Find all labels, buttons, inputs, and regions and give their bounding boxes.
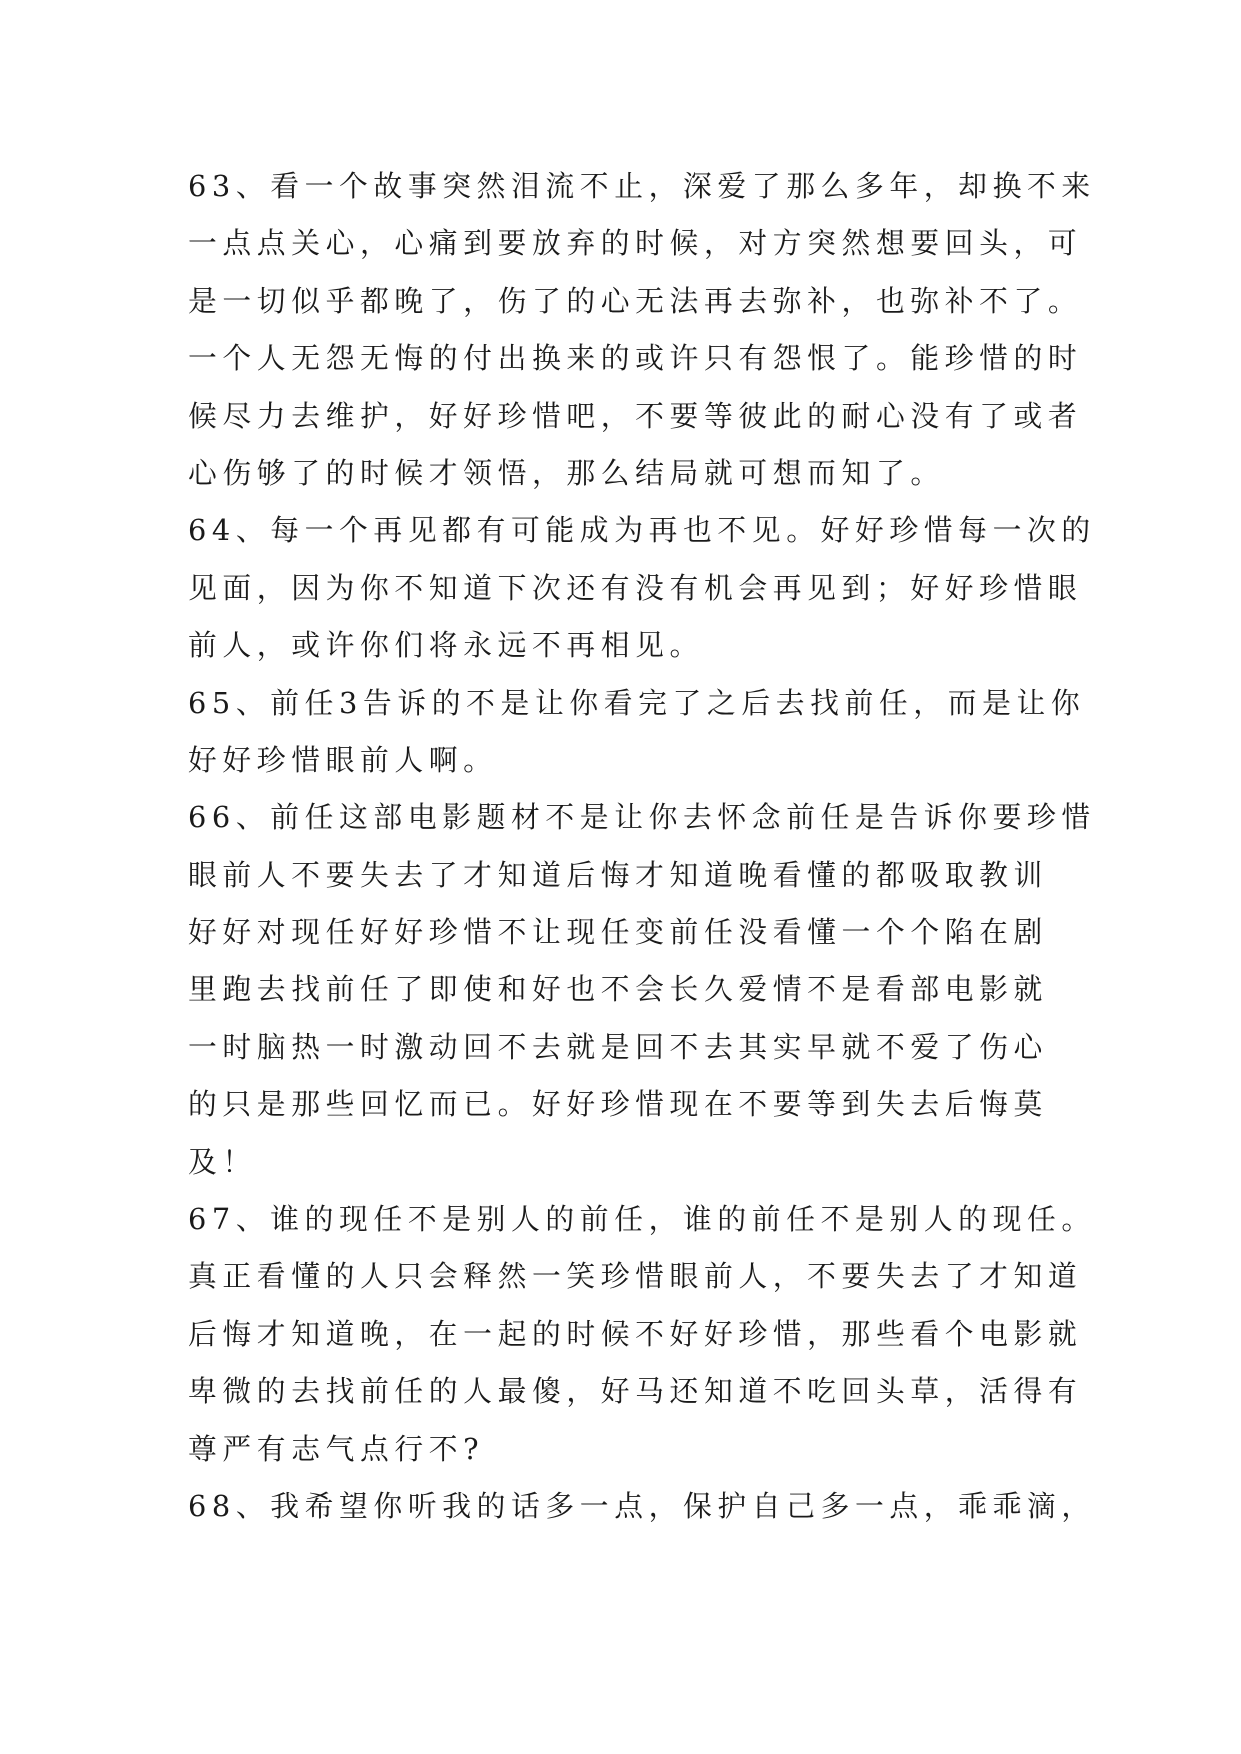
text-line: 见面，因为你不知道下次还有没有机会再见到；好好珍惜眼 xyxy=(188,570,1083,605)
text-line: 65、前任3告诉的不是让你看完了之后去找前任，而是让你 xyxy=(188,685,1086,720)
document-body xyxy=(188,158,1096,1535)
text-line: 候尽力去维护，好好珍惜吧，不要等彼此的耐心没有了或者 xyxy=(188,398,1083,433)
text-line: 64、每一个再见都有可能成为再也不见。好好珍惜每一次的 xyxy=(188,513,1096,548)
text-line: 眼前人不要失去了才知道后悔才知道晚看懂的都吸取教训 xyxy=(188,857,1048,892)
text-line: 好好珍惜眼前人啊。 xyxy=(188,742,498,777)
text-line: 心伤够了的时候才领悟，那么结局就可想而知了。 xyxy=(188,455,945,490)
text-line: 后悔才知道晚，在一起的时候不好好珍惜，那些看个电影就 xyxy=(188,1316,1083,1351)
text-line: 卑微的去找前任的人最傻，好马还知道不吃回头草，活得有 xyxy=(188,1374,1083,1409)
text-line: 及！ xyxy=(188,1144,257,1179)
text-line: 一时脑热一时激动回不去就是回不去其实早就不爱了伤心 xyxy=(188,1029,1048,1064)
text-line: 一个人无怨无悔的付出换来的或许只有怨恨了。能珍惜的时 xyxy=(188,341,1083,376)
text-line: 66、前任这部电影题材不是让你去怀念前任是告诉你要珍惜 xyxy=(188,800,1096,835)
text-line: 的只是那些回忆而已。好好珍惜现在不要等到失去后悔莫 xyxy=(188,1087,1048,1122)
text-line: 好好对现任好好珍惜不让现任变前任没看懂一个个陷在剧 xyxy=(188,915,1048,950)
text-line: 是一切似乎都晚了，伤了的心无法再去弥补，也弥补不了。 xyxy=(188,283,1083,318)
text-line: 68、我希望你听我的话多一点，保护自己多一点，乖乖滴， xyxy=(188,1488,1096,1523)
text-line: 67、谁的现任不是别人的前任，谁的前任不是别人的现任。 xyxy=(188,1202,1096,1237)
text-line: 前人，或许你们将永远不再相见。 xyxy=(188,628,704,663)
text-line: 尊严有志气点行不? xyxy=(188,1431,485,1466)
text-line: 真正看懂的人只会释然一笑珍惜眼前人，不要失去了才知道 xyxy=(188,1259,1083,1294)
text-line: 63、看一个故事突然泪流不止，深爱了那么多年，却换不来 xyxy=(188,169,1096,203)
text-line: 一点点关心，心痛到要放弃的时候，对方突然想要回头，可 xyxy=(188,226,1083,261)
text-line: 里跑去找前任了即使和好也不会长久爱情不是看部电影就 xyxy=(188,972,1048,1007)
